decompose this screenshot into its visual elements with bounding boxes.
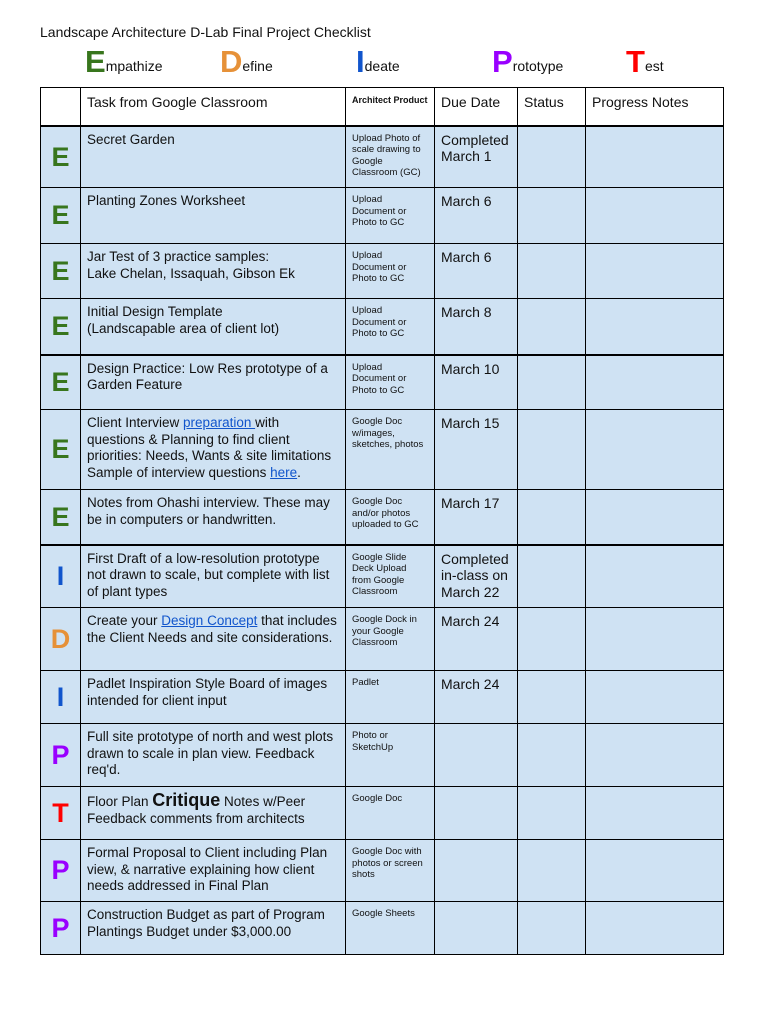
header-letter: [41, 88, 81, 126]
due-date: March 6: [435, 244, 518, 299]
status-cell: [518, 355, 586, 410]
phase-letter: E: [41, 355, 81, 410]
progress-notes-cell: [586, 490, 724, 545]
table-row: [41, 671, 724, 724]
due-date: March 17: [435, 490, 518, 545]
phase-define: [220, 46, 273, 78]
table-row: [41, 787, 724, 840]
header-due-date: Due Date: [435, 88, 518, 126]
task-text: Client Interview: [87, 415, 184, 430]
task-line: Padlet Inspiration Style Board of images intended for client input: [87, 676, 328, 708]
task-text: .: [297, 464, 301, 480]
phase-letter: E: [41, 410, 81, 490]
task-link[interactable]: preparation: [183, 415, 256, 430]
table-row: [41, 126, 724, 188]
architect-product: Upload Document or Photo to GC: [346, 188, 435, 244]
status-cell: [518, 244, 586, 299]
status-cell: [518, 545, 586, 608]
architect-product: Upload Document or Photo to GC: [346, 355, 435, 410]
progress-notes-cell: [586, 188, 724, 244]
phase-letter: T: [41, 787, 81, 840]
phase-letter: E: [41, 188, 81, 244]
task-line: (Landscapable area of client lot): [87, 320, 280, 336]
phase-initial: I: [356, 44, 365, 79]
task-cell: [81, 126, 346, 188]
due-date: March 24: [435, 671, 518, 724]
task-cell: [81, 902, 346, 955]
due-date: [435, 902, 518, 955]
phase-initial: E: [85, 44, 106, 79]
phase-rest: mpathize: [105, 58, 163, 74]
architect-product: Google Doc with photos or screen shots: [346, 840, 435, 902]
progress-notes-cell: [586, 126, 724, 188]
due-date: March 10: [435, 355, 518, 410]
table-header-row: [41, 88, 724, 126]
status-cell: [518, 608, 586, 671]
phase-initial: P: [492, 44, 513, 79]
due-date: [435, 724, 518, 787]
task-cell: [81, 299, 346, 355]
phase-letter: P: [41, 840, 81, 902]
architect-product: Upload Photo of scale drawing to Google Classroom (GC): [346, 126, 435, 188]
status-cell: [518, 490, 586, 545]
task-line: Formal Proposal to Client including Plan view, & narrative explaining how client needs addressed in Final Plan: [87, 845, 328, 893]
task-link[interactable]: Design Concept: [161, 613, 258, 628]
header-progress-notes: Progress Notes: [586, 88, 724, 126]
phase-rest: rototype: [512, 58, 564, 74]
page-title: Landscape Architecture D-Lab Final Project Checklist: [40, 24, 371, 40]
table-row: [41, 840, 724, 902]
architect-product: Google Slide Deck Upload from Google Classroom: [346, 545, 435, 608]
progress-notes-cell: [586, 787, 724, 840]
progress-notes-cell: [586, 410, 724, 490]
task-cell: [81, 724, 346, 787]
due-date: March 15: [435, 410, 518, 490]
checklist-table: [40, 87, 724, 955]
task-line: Notes from Ohashi interview. These may be in computers or handwritten.: [87, 495, 330, 527]
task-cell: [81, 671, 346, 724]
table-row: [41, 410, 724, 490]
phase-letter: E: [41, 244, 81, 299]
task-link[interactable]: here: [270, 464, 298, 480]
task-line: Secret Garden: [87, 131, 175, 147]
task-cell: [81, 355, 346, 410]
architect-product: Google Sheets: [346, 902, 435, 955]
task-emphasis: Critique: [152, 790, 221, 810]
architect-product: Google Doc: [346, 787, 435, 840]
task-text: with questions & Planning to find client priorities: Needs, Wants & site limitations Sample of interview questions: [87, 415, 332, 480]
table-row: [41, 355, 724, 410]
progress-notes-cell: [586, 244, 724, 299]
status-cell: [518, 902, 586, 955]
task-text: Create your: [87, 613, 162, 628]
phase-letter: P: [41, 724, 81, 787]
phase-letter: E: [41, 299, 81, 355]
task-text: that includes the Client Needs and site considerations.: [87, 613, 337, 645]
due-date: Completed March 1: [435, 126, 518, 188]
architect-product: Google Dock in your Google Classroom: [346, 608, 435, 671]
due-date: Completed in-class on March 22: [435, 545, 518, 608]
task-line: First Draft of a low-resolution prototype not drawn to scale, but complete with list of plant types: [87, 550, 330, 599]
table-row: [41, 188, 724, 244]
task-line: Design Practice: Low Res prototype of a Garden Feature: [87, 360, 328, 392]
phase-letter: E: [41, 126, 81, 188]
task-line: Full site prototype of north and west plots drawn to scale in plan view. Feedback req'd.: [87, 729, 334, 777]
table-row: [41, 724, 724, 787]
progress-notes-cell: [586, 545, 724, 608]
progress-notes-cell: [586, 840, 724, 902]
design-phases-legend: [0, 46, 768, 82]
task-cell: [81, 188, 346, 244]
task-cell: [81, 410, 346, 490]
task-cell: [81, 840, 346, 902]
task-line: Planting Zones Worksheet: [87, 193, 246, 208]
phase-rest: est: [644, 58, 664, 74]
phase-letter: I: [41, 671, 81, 724]
task-cell: [81, 787, 346, 840]
task-line: Lake Chelan, Issaquah, Gibson Ek: [87, 265, 295, 281]
phase-rest: deate: [364, 58, 400, 74]
architect-product: Upload Document or Photo to GC: [346, 299, 435, 355]
architect-product: Photo or SketchUp: [346, 724, 435, 787]
status-cell: [518, 671, 586, 724]
phase-prototype: [492, 46, 563, 78]
task-text: Floor Plan: [87, 794, 153, 809]
task-line: Initial Design Template: [87, 304, 223, 319]
phase-test: [626, 46, 664, 78]
task-cell: [81, 490, 346, 545]
due-date: March 6: [435, 188, 518, 244]
progress-notes-cell: [586, 671, 724, 724]
architect-product: Google Doc and/or photos uploaded to GC: [346, 490, 435, 545]
task-cell: [81, 244, 346, 299]
table-row: [41, 299, 724, 355]
phase-ideate: [356, 46, 400, 78]
due-date: [435, 840, 518, 902]
phase-letter: D: [41, 608, 81, 671]
due-date: March 8: [435, 299, 518, 355]
phase-initial: T: [626, 44, 645, 79]
status-cell: [518, 188, 586, 244]
phase-rest: efine: [242, 58, 273, 74]
table-row: [41, 490, 724, 545]
table-body: [41, 126, 724, 955]
due-date: [435, 787, 518, 840]
phase-initial: D: [220, 44, 243, 79]
status-cell: [518, 410, 586, 490]
progress-notes-cell: [586, 299, 724, 355]
table-row: [41, 608, 724, 671]
task-line: Construction Budget as part of Program Plantings Budget under $3,000.00: [87, 907, 325, 939]
task-line: Jar Test of 3 practice samples:: [87, 249, 270, 264]
table-row: [41, 902, 724, 955]
progress-notes-cell: [586, 902, 724, 955]
architect-product: Upload Document or Photo to GC: [346, 244, 435, 299]
status-cell: [518, 840, 586, 902]
task-text: Notes w/Peer Feedback comments from architects: [87, 794, 306, 826]
task-cell: [81, 608, 346, 671]
architect-product: Google Doc w/images, sketches, photos: [346, 410, 435, 490]
progress-notes-cell: [586, 355, 724, 410]
status-cell: [518, 724, 586, 787]
phase-letter: I: [41, 545, 81, 608]
table-row: [41, 244, 724, 299]
header-product: Architect Product: [346, 88, 435, 126]
task-cell: [81, 545, 346, 608]
phase-letter: P: [41, 902, 81, 955]
progress-notes-cell: [586, 608, 724, 671]
architect-product: Padlet: [346, 671, 435, 724]
status-cell: [518, 787, 586, 840]
status-cell: [518, 299, 586, 355]
table-row: [41, 545, 724, 608]
progress-notes-cell: [586, 724, 724, 787]
header-status: Status: [518, 88, 586, 126]
phase-letter: E: [41, 490, 81, 545]
header-task: Task from Google Classroom: [81, 88, 346, 126]
due-date: March 24: [435, 608, 518, 671]
phase-empathize: [85, 46, 163, 78]
status-cell: [518, 126, 586, 188]
